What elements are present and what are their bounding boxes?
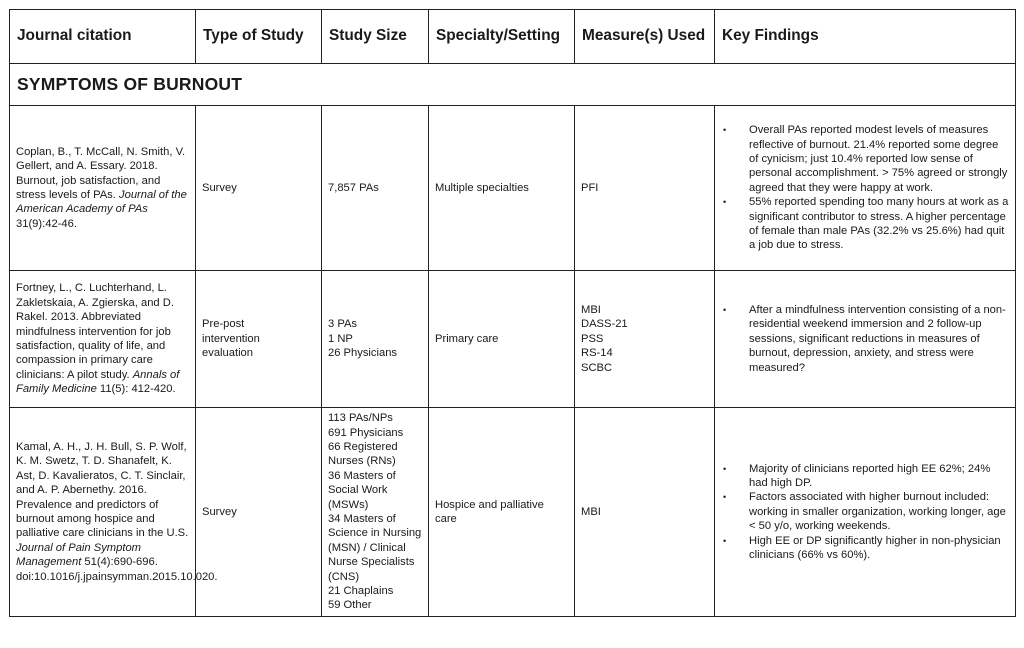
citation-text: Fortney, L., C. Luchterhand, L. Zakletskaia, A. Zgierska, and D. Rakel. 2013. Abbreviated mindfulness intervention for job satisfaction, quality of life, and compassion in primary care clinicians: A pilot study. xyxy=(16,282,174,381)
measures-cell xyxy=(575,271,715,408)
finding-item: • Overall PAs reported modest levels of measures reflective of burnout. 21.4% reported some degree of cynicism; just 10.4% reported low sense of personal accomplishment. > 75% agreed or strongly agreed that they were happy at work. xyxy=(721,123,1009,195)
measure-item: PSS xyxy=(581,332,604,345)
citation-journal: Annals of Family Medicine xyxy=(16,368,180,396)
header-type-of-study: Type of Study xyxy=(196,10,322,64)
study-size-line: 3 PAs xyxy=(328,318,358,331)
table-row xyxy=(10,271,1016,408)
citation-cell xyxy=(10,408,218,617)
table-row xyxy=(10,408,1016,617)
findings-cell xyxy=(715,271,1016,408)
measure-item: MBI xyxy=(581,303,601,316)
citation-journal: Journal of Pain Symptom Management xyxy=(16,541,141,569)
setting-cell: Primary care xyxy=(429,271,575,408)
citation-text: Kamal, A. H., J. H. Bull, S. P. Wolf, K. M. Swetz, T. D. Shanafelt, K. Ast, D. Kavalieratos, C. T. Sinclair, and A. P. Abernethy. 2016. Prevalence and predictors of burnout among hospice and palliative care clinicians in the U.S. xyxy=(16,440,189,540)
header-row xyxy=(10,10,1016,64)
study-type-cell xyxy=(196,271,322,408)
section-row xyxy=(10,64,1016,106)
citation-volume: 51(4):690-696. doi:10.1016/j.jpainsymman.2015.10.020. xyxy=(16,556,218,583)
header-key-findings: Key Findings xyxy=(715,10,1016,64)
study-size-cell xyxy=(322,271,429,408)
study-size-line: 21 Chaplains xyxy=(328,585,394,598)
citation-volume: 11(5): 412-420. xyxy=(96,383,176,396)
study-type-cell xyxy=(196,408,322,617)
table-row xyxy=(10,106,1016,271)
study-type-line: Survey xyxy=(202,505,237,518)
findings-list xyxy=(721,303,1009,375)
finding-item: • High EE or DP significantly higher in non-physician clinicians (66% vs 60%). xyxy=(721,534,1009,563)
citation-volume: 31(9):42-46. xyxy=(16,217,77,230)
citation-cell xyxy=(10,271,196,408)
study-size-line: 59 Other xyxy=(328,599,372,612)
study-type-line: Pre-post xyxy=(202,318,245,331)
measure-item: PFI xyxy=(581,181,599,194)
study-size-line: 34 Masters of Science in Nursing (MSN) / Clinical Nurse Specialists (CNS) xyxy=(328,513,422,583)
study-size-line: 113 PAs/NPs xyxy=(328,412,393,425)
measure-item: DASS-21 xyxy=(581,318,628,331)
findings-list xyxy=(721,462,1009,563)
setting-cell: Multiple specialties xyxy=(429,106,575,271)
literature-table xyxy=(9,9,1016,617)
setting-cell: Hospice and palliative care xyxy=(429,408,575,617)
study-type-line: intervention xyxy=(202,332,260,345)
study-size-line: 691 Physicians xyxy=(328,426,404,439)
finding-item: • 55% reported spending too many hours at work as a significant contributor to stress. A higher percentage of female than male PAs (32.2% vs 25.6%) had quit a job due to stress. xyxy=(721,195,1009,253)
measure-item: SCBC xyxy=(581,361,613,374)
measures-cell xyxy=(575,408,715,617)
header-specialty-setting: Specialty/Setting xyxy=(429,10,575,64)
finding-item: • After a mindfulness intervention consisting of a non-residential weekend immersion and 2 follow-up sessions, significant reductions in measures of burnout, depression, anxiety, and stress were measured? xyxy=(721,303,1009,375)
header-journal-citation: Journal citation xyxy=(10,10,196,64)
findings-list xyxy=(721,123,1009,253)
study-size-cell xyxy=(322,408,429,617)
study-type-cell xyxy=(196,106,322,271)
measures-cell xyxy=(575,106,715,271)
study-size-cell xyxy=(322,106,429,271)
citation-cell xyxy=(10,106,196,271)
header-measures-used: Measure(s) Used xyxy=(575,10,715,64)
study-type-line: Survey xyxy=(202,181,237,194)
measure-item: RS-14 xyxy=(581,347,613,360)
study-type-line: evaluation xyxy=(202,347,254,360)
section-title: SYMPTOMS OF BURNOUT xyxy=(10,64,1016,106)
study-size-line: 36 Masters of Social Work (MSWs) xyxy=(328,469,396,511)
study-size-line: 1 NP xyxy=(328,332,353,345)
citation-text: Coplan, B., T. McCall, N. Smith, V. Gellert, and A. Essary. 2018. Burnout, job satisfaction, and stress levels of PAs. xyxy=(16,145,186,201)
header-study-size: Study Size xyxy=(322,10,429,64)
measure-item: MBI xyxy=(581,505,601,518)
findings-cell xyxy=(715,408,1016,617)
finding-item: • Majority of clinicians reported high EE 62%; 24% had high DP. xyxy=(721,462,1009,491)
finding-item: • Factors associated with higher burnout included: working in smaller organization, working longer, age < 50 y/o, working weekends. xyxy=(721,490,1009,533)
study-size-line: 26 Physicians xyxy=(328,347,398,360)
study-size-line: 7,857 PAs xyxy=(328,181,379,194)
findings-cell xyxy=(715,106,1016,271)
citation-journal: Journal of the American Academy of PAs xyxy=(16,189,187,216)
study-size-line: 66 Registered Nurses (RNs) xyxy=(328,440,398,468)
